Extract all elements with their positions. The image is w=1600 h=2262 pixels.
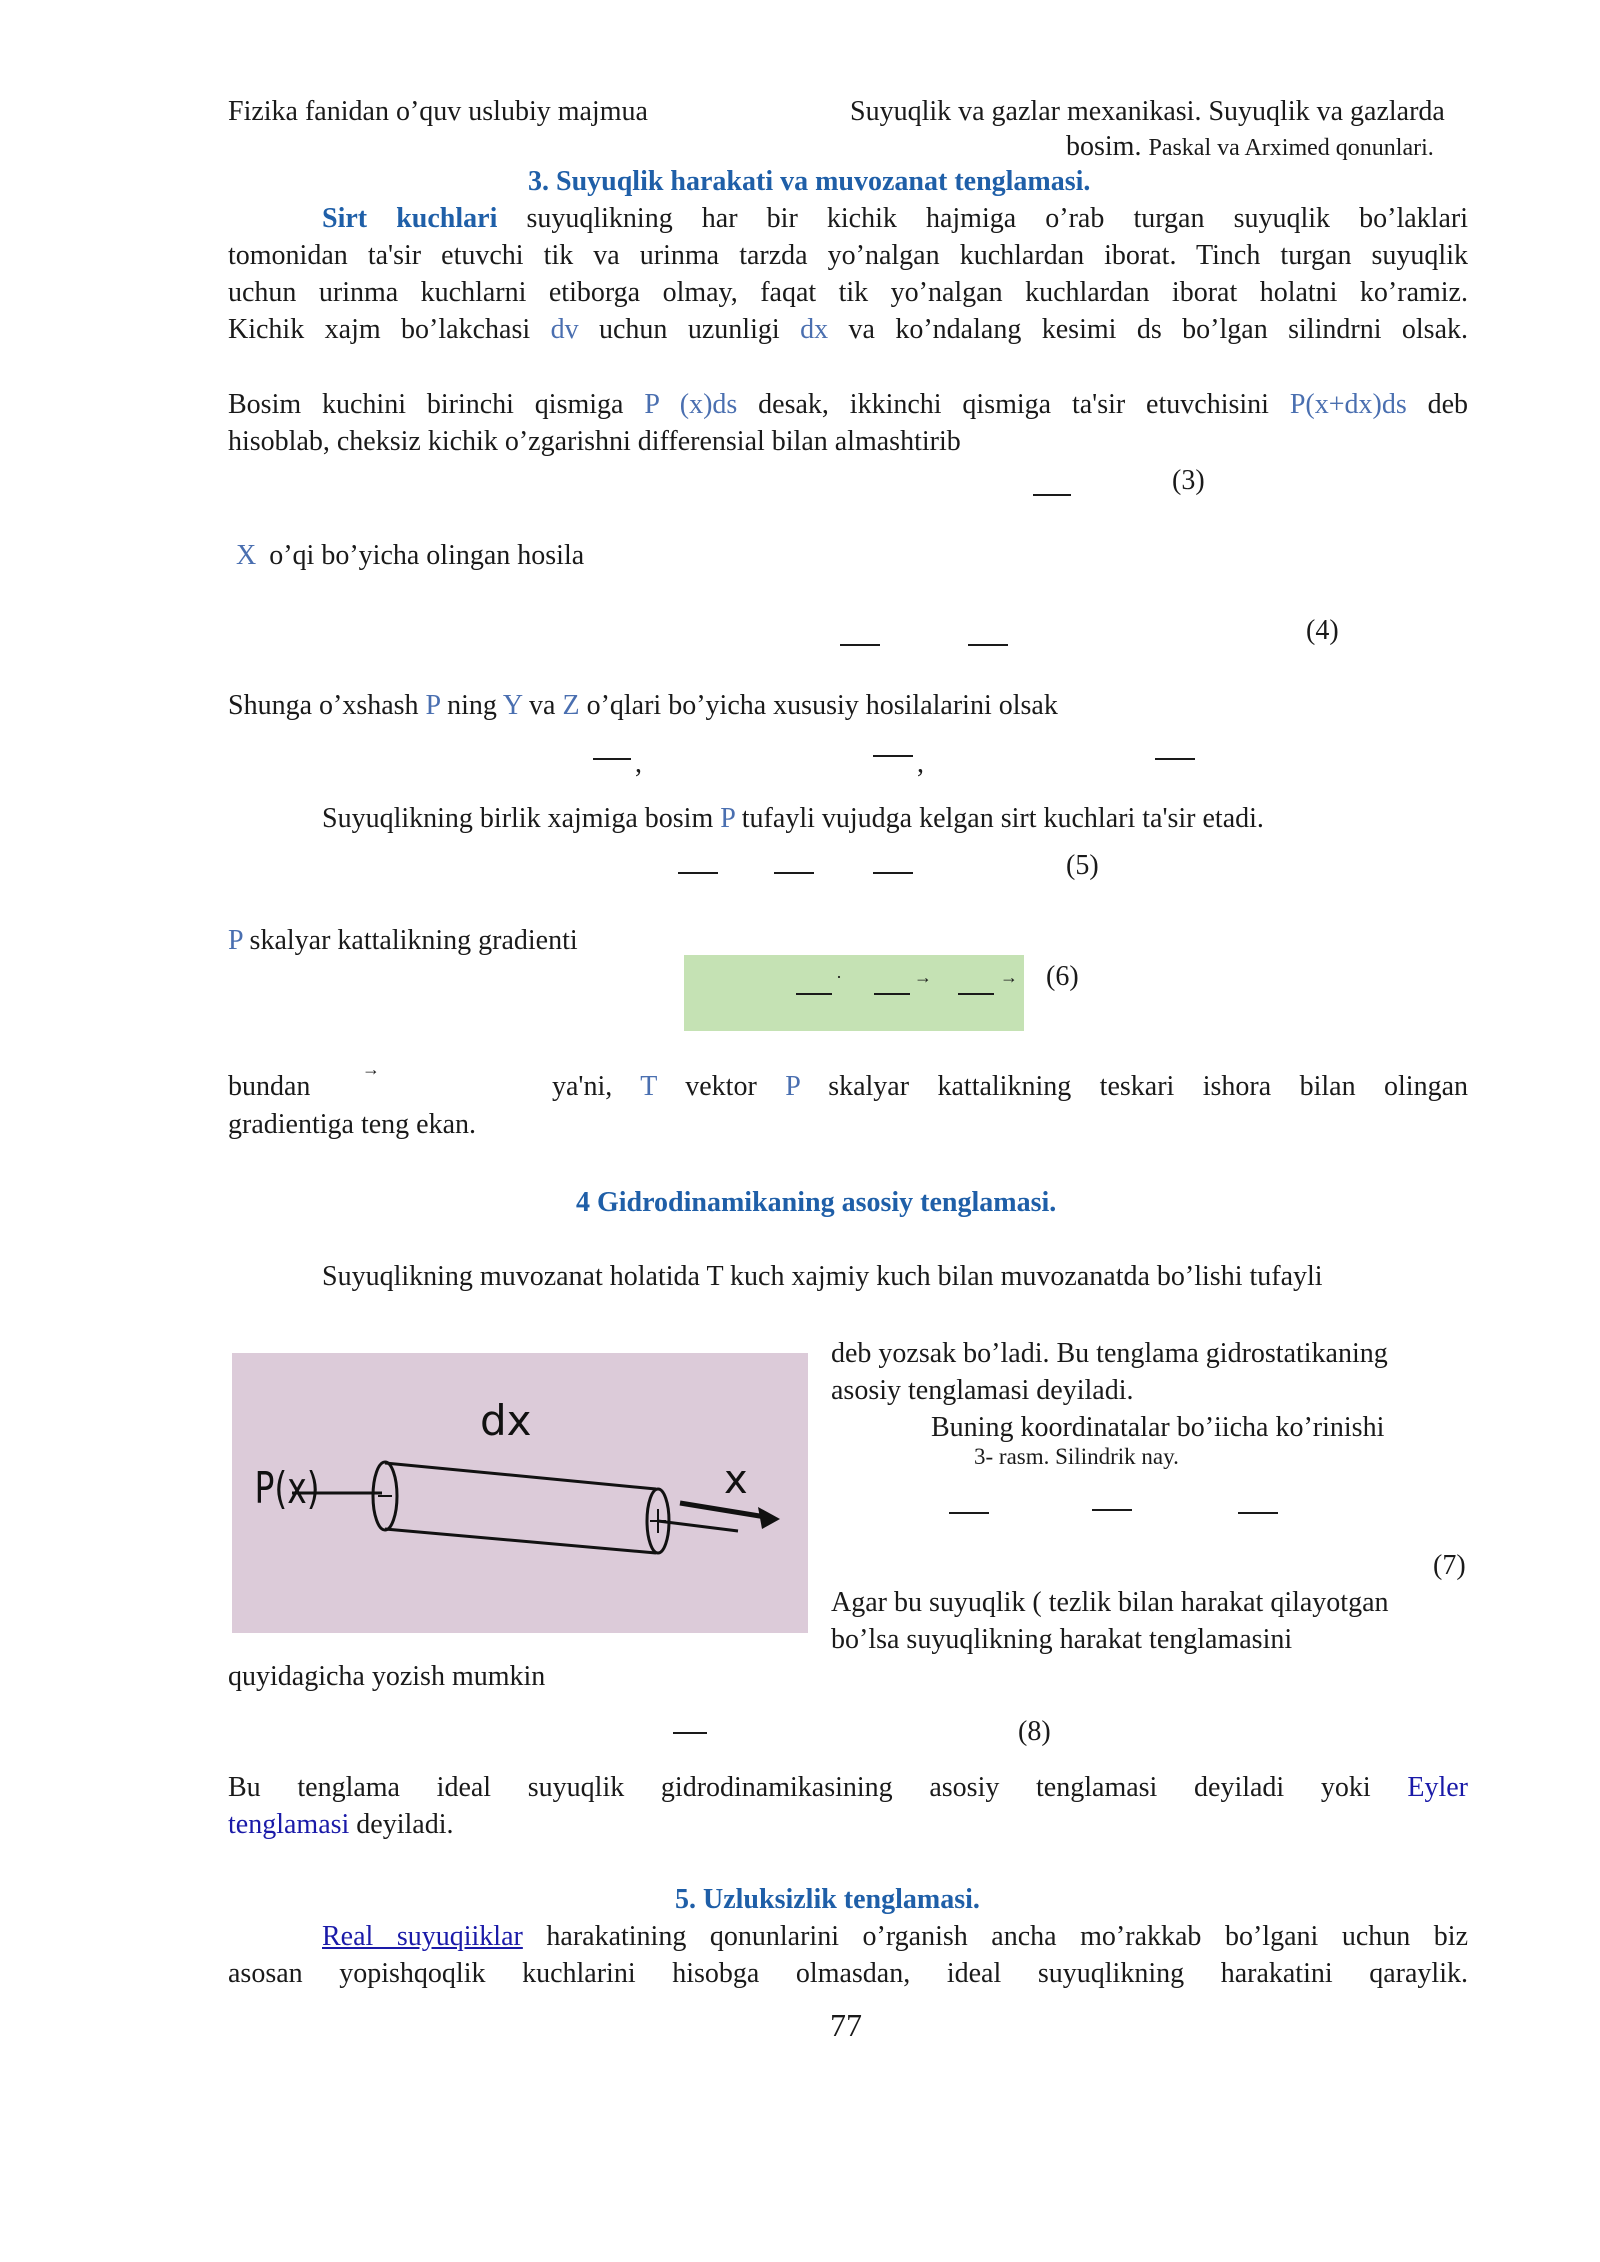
figure-caption: 3- rasm. Silindrik nay. [974, 1444, 1179, 1469]
equation-number-8: (8) [1018, 1716, 1051, 1747]
s5-line2: asosan yopishqoqlik kuchlarini hisobga olmasdan, ideal suyuqlikning harakatini qaraylik. [228, 1958, 1468, 1989]
s3-p3-line [228, 687, 1058, 724]
fraction-bar-eq3 [1033, 494, 1071, 496]
fraction-bar-dpdz [1155, 758, 1195, 760]
s3-p1-line1 [322, 200, 1468, 237]
fraction-bar-eq7-b [1092, 1509, 1132, 1511]
s3-p2-line1 [228, 386, 1468, 423]
s3-p6-line2: gradientiga teng ekan. [228, 1109, 477, 1140]
s4-right-line5: bo’lsa suyuqlikning harakat tenglamasini [831, 1624, 1293, 1655]
s3-p6-a: ya'ni, [552, 1071, 613, 1102]
header-right-line2-a: bosim. [1066, 131, 1142, 162]
symbol-pxds: P (x)ds [644, 389, 738, 420]
equation-number-6: (6) [1046, 961, 1079, 992]
symbol-p-1: P [425, 690, 441, 721]
s3-p3-b: ning [447, 690, 497, 721]
section-4-title: 4 Gidrodinamikaning asosiy tenglamasi. [576, 1187, 1057, 1218]
link-tenglamasi[interactable]: tenglamasi [228, 1809, 350, 1840]
s4-p3-line1 [228, 1769, 1468, 1806]
s3-p2-c: deb [1427, 389, 1469, 420]
s3-p4-a: Suyuqlikning birlik xajmiga bosim [322, 803, 714, 834]
s4-p3-line2 [228, 1806, 454, 1843]
fraction-bar-eq8 [673, 1732, 707, 1734]
fraction-bar-eq5-c [873, 872, 913, 874]
s3-p1-line1-text: suyuqlikning har bir kichik hajmiga o’rab turgan suyuqlik bo’laklari [526, 203, 1468, 234]
fraction-bar-eq5-b [774, 872, 814, 874]
x-derivative-text: o’qi bo’yicha olingan hosila [269, 540, 585, 571]
figure-label-dx: dx [480, 1396, 532, 1445]
s3-p1-line4-b: uchun uzunligi [599, 314, 780, 345]
figure-label-px: P(x) [254, 1463, 320, 1515]
s4-right-line1: deb yozsak bo’ladi. Bu tenglama gidrostatikaning [831, 1338, 1388, 1369]
s3-p6-bundan: bundan [228, 1071, 311, 1102]
symbol-pxdxds: P(x+dx)ds [1289, 389, 1407, 420]
comma-1: , [635, 748, 642, 779]
s3-p4-line [322, 800, 1264, 837]
s3-p5-line [228, 922, 578, 959]
s3-p2-b: desak, ikkinchi qismiga ta'sir etuvchisini [758, 389, 1269, 420]
s3-p6-line1 [552, 1068, 1468, 1105]
s4-right-line3: Buning koordinatalar bo’iicha ko’rinishi [931, 1412, 1385, 1443]
s3-p1-line3: uchun urinma kuchlarni etiborga olmay, faqat tik yo’nalgan kuchlardan iborat holatni ko’ramiz. [228, 277, 1468, 308]
section-3-title: 3. Suyuqlik harakati va muvozanat tenglamasi. [528, 166, 1091, 197]
symbol-p-4: P [785, 1071, 800, 1102]
unit-vector-i-icon: · [836, 967, 842, 987]
s3-p2-a: Bosim kuchini birinchi qismiga [228, 389, 624, 420]
s3-p1-line4 [228, 311, 1468, 348]
equation-number-4: (4) [1306, 615, 1339, 646]
x-derivative-line [236, 537, 584, 574]
section-5-title: 5. Uzluksizlik tenglamasi. [675, 1884, 980, 1915]
unit-vector-j-icon: → [914, 967, 932, 987]
equation-number-7: (7) [1433, 1550, 1466, 1581]
header-right-line2 [1066, 128, 1434, 167]
page-number: 77 [830, 2007, 862, 2043]
s3-p3-c: va [529, 690, 556, 721]
symbol-p-3: P [228, 925, 243, 956]
symbol-x: X [236, 540, 257, 571]
figure-label-x: x [724, 1457, 748, 1503]
fraction-bar-eq7-a [949, 1512, 989, 1514]
s3-p2-line2: hisoblab, cheksiz kichik o’zgarishni differensial bilan almashtirib [228, 426, 961, 457]
s3-p1-line4-a: Kichik xajm bo’lakchasi [228, 314, 531, 345]
s4-right-line2: asosiy tenglamasi deyiladi. [831, 1375, 1134, 1406]
figure-cylinder [232, 1353, 808, 1633]
fraction-bar-eq6-c [958, 993, 994, 995]
s3-p5-text: skalyar kattalikning gradienti [249, 925, 578, 956]
fraction-bar-dpdx [593, 758, 631, 760]
link-eyler[interactable]: Eyler [1407, 1772, 1469, 1803]
symbol-dv: dv [550, 314, 579, 345]
s4-p3-b: deyiladi. [356, 1809, 454, 1840]
s5-line1 [322, 1918, 1468, 1955]
fraction-bar-eq4-a [840, 644, 880, 646]
symbol-p-2: P [720, 803, 735, 834]
symbol-y: Y [502, 690, 523, 721]
s3-p1-line4-c: va ko’ndalang kesimi ds bo’lgan silindrni olsak. [848, 314, 1469, 345]
fraction-bar-eq7-c [1238, 1512, 1278, 1514]
s3-p6-b: vektor [685, 1071, 757, 1102]
equation-number-3: (3) [1172, 465, 1205, 496]
symbol-t: T [640, 1071, 657, 1102]
s4-right-line4: Agar bu suyuqlik ( tezlik bilan harakat qilayotgan [831, 1587, 1389, 1618]
term-sirt-kuchlari: Sirt kuchlari [322, 203, 498, 234]
symbol-z: Z [562, 690, 580, 721]
fraction-bar-eq4-b [968, 644, 1008, 646]
header-right-line1: Suyuqlik va gazlar mexanikasi. Suyuqlik va gazlarda [850, 96, 1445, 127]
s4-p2: quyidagicha yozish mumkin [228, 1661, 546, 1692]
s3-p1-line2: tomonidan ta'sir etuvchi tik va urinma tarzda yo’nalgan kuchlardan iborat. Tinch turgan suyuqlik [228, 240, 1468, 271]
unit-vector-k-icon: → [1000, 967, 1018, 987]
s3-p3-d: o’qlari bo’yicha xususiy hosilalarini olsak [586, 690, 1058, 721]
s4-p1: Suyuqlikning muvozanat holatida T kuch xajmiy kuch bilan muvozanatda bo’lishi tufayli [322, 1261, 1323, 1292]
fraction-bar-eq6-b [874, 993, 910, 995]
header-right-line2-b: Paskal va Arximed qonunlari. [1148, 135, 1434, 161]
fraction-bar-eq6-a [796, 993, 832, 995]
s3-p4-b: tufayli vujudga kelgan sirt kuchlari ta'sir etadi. [741, 803, 1264, 834]
s5-line1-text: harakatining qonunlarini o’rganish ancha mo’rakkab bo’lgani uchun biz [546, 1921, 1468, 1952]
fraction-bar-dpdy [873, 755, 913, 757]
equation-number-5: (5) [1066, 850, 1099, 881]
s4-p3-a: Bu tenglama ideal suyuqlik gidrodinamikasining asosiy tenglamasi deyiladi yoki [228, 1772, 1371, 1803]
symbol-dx: dx [800, 314, 829, 345]
header-left: Fizika fanidan o’quv uslubiy majmua [228, 96, 648, 127]
cylinder-diagram [232, 1353, 808, 1633]
vector-arrow-icon: → [362, 1059, 380, 1079]
fraction-bar-eq5-a [678, 872, 718, 874]
link-real-suyuqliklar[interactable]: Real suyuqiiklar [322, 1921, 523, 1952]
comma-2: , [917, 748, 924, 779]
s3-p3-a: Shunga o’xshash [228, 690, 419, 721]
s3-p6-c: skalyar kattalikning teskari ishora bilan olingan [828, 1071, 1469, 1102]
